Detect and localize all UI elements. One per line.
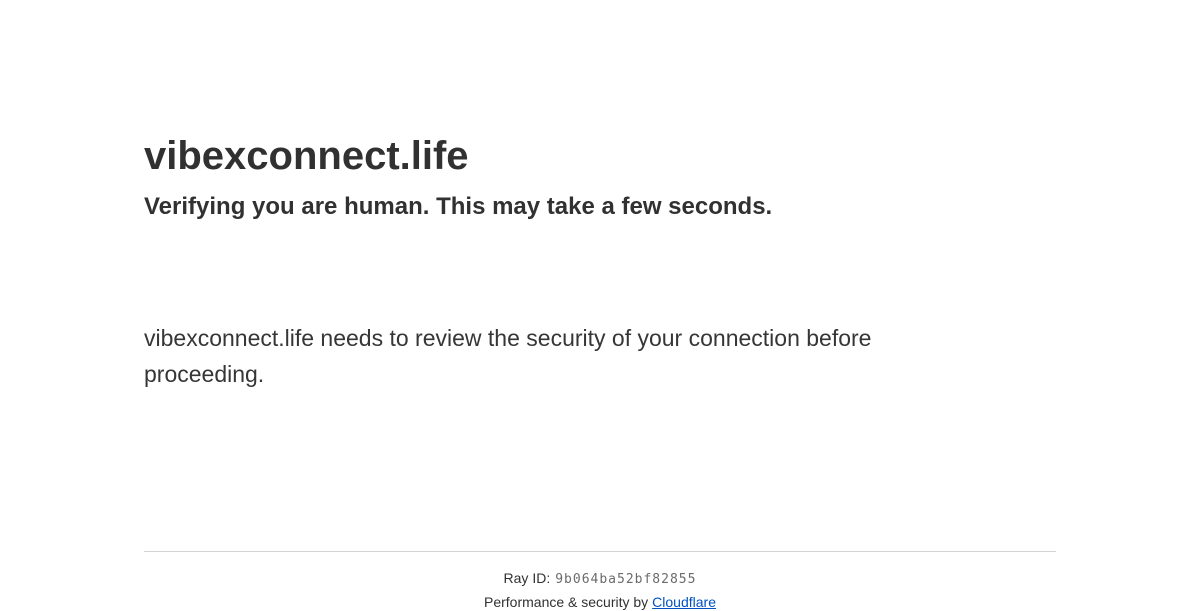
ray-id-label: Ray ID:	[503, 570, 551, 586]
security-review-message-line2: proceeding.	[144, 361, 265, 387]
verifying-human-heading: Verifying you are human. This may take a few seconds.	[144, 193, 773, 220]
performance-security-text: Performance & security by	[484, 594, 649, 610]
security-review-message-line1: vibexconnect.life needs to review the security of your connection before	[144, 325, 872, 351]
performance-security-row	[0, 593, 1200, 611]
cloudflare-link[interactable]: Cloudflare	[652, 594, 716, 610]
ray-id-row	[0, 569, 1200, 589]
site-domain-title: vibexconnect.life	[144, 134, 469, 178]
ray-id-value: 9b064ba52bf82855	[555, 572, 697, 587]
security-review-message	[144, 320, 1056, 392]
footer-divider	[144, 551, 1056, 552]
